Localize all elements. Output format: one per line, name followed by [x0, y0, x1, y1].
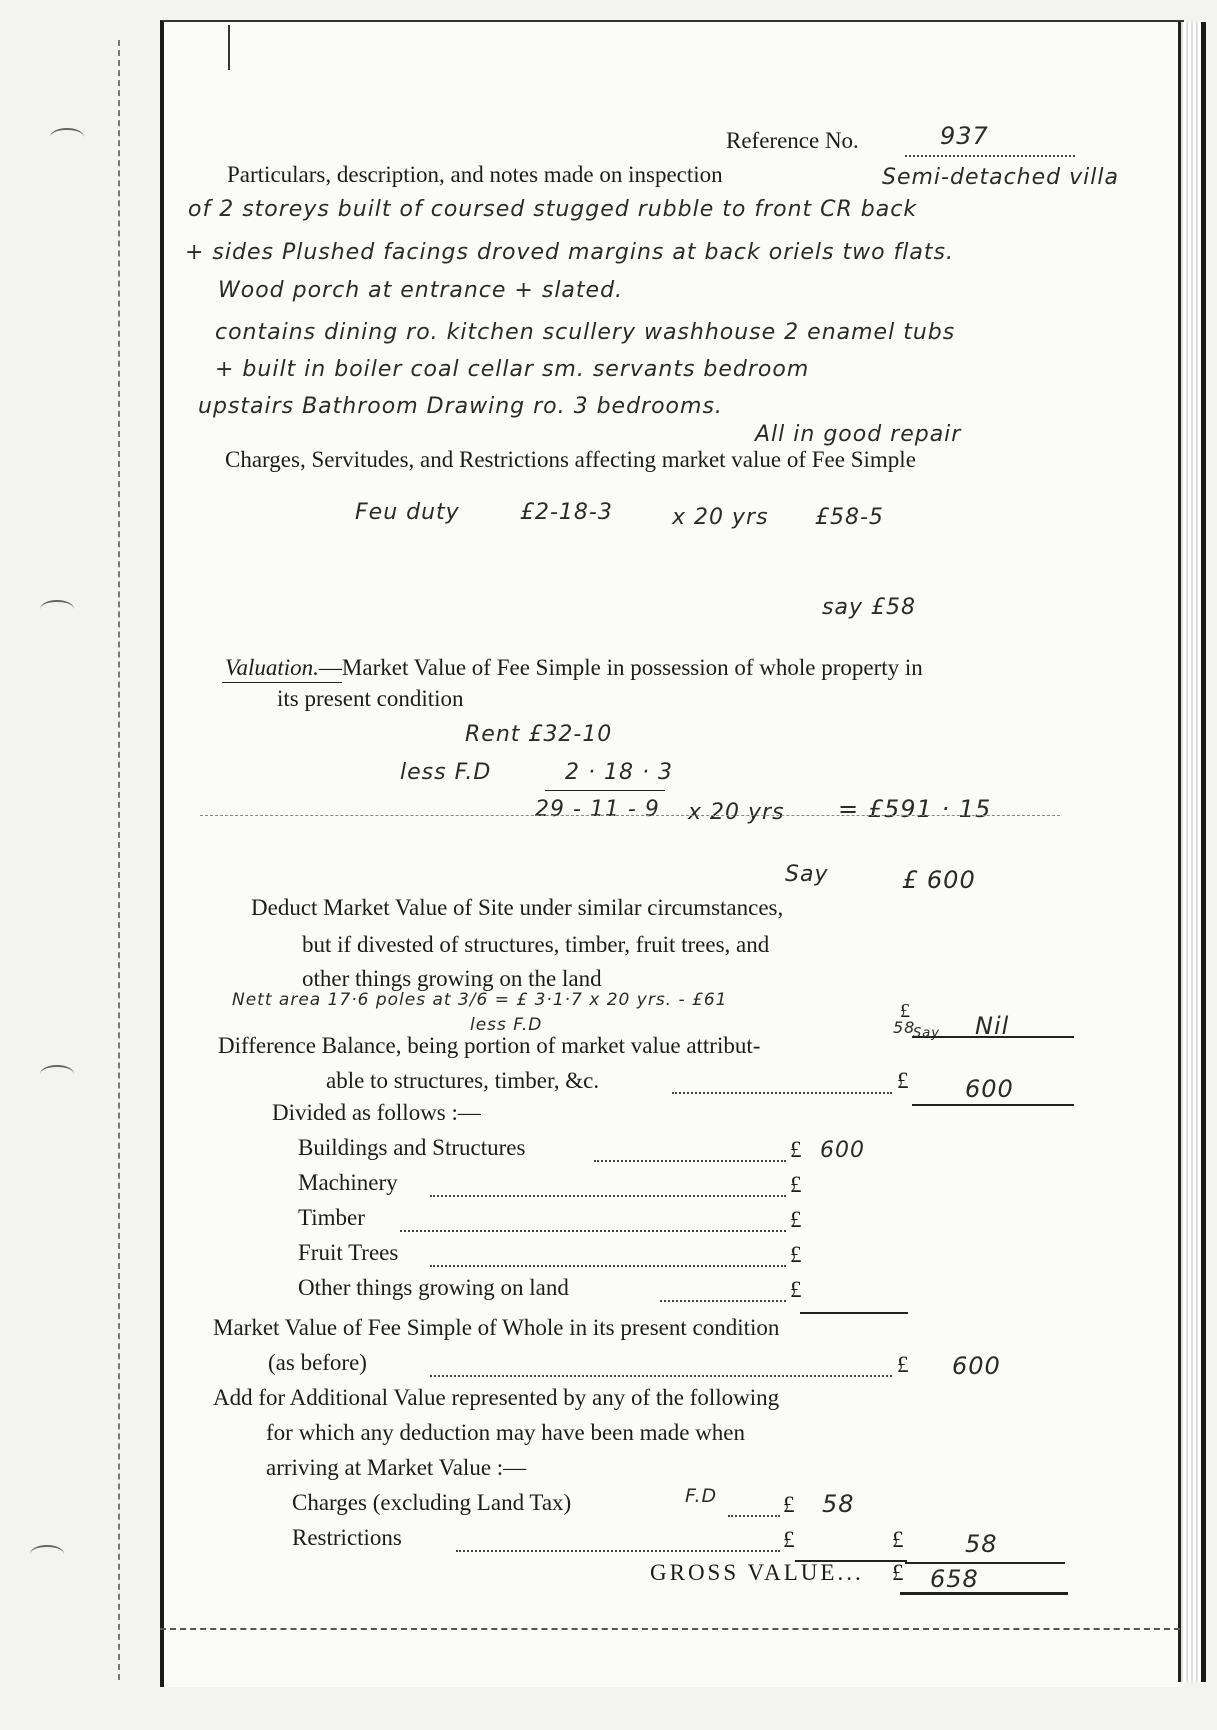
divided-item-dots [430, 1195, 786, 1197]
divided-item-value: 600 [820, 1138, 865, 1163]
divided-item-label: Buildings and Structures [298, 1135, 526, 1160]
market-whole-value: 600 [952, 1352, 1001, 1380]
reference-number: 937 [940, 122, 989, 150]
divided-item-currency: £ [790, 1207, 802, 1232]
deduct-line-3: other things growing on the land [302, 966, 602, 991]
additional-line-2: for which any deduction may have been made when [266, 1420, 745, 1445]
valuation-label-2: its present condition [277, 686, 464, 711]
deduct-line-1: Deduct Market Value of Site under similar circumstances, [251, 895, 784, 920]
binding-edge [118, 40, 140, 1680]
particulars-label: Particulars, description, and notes made on inspection [227, 162, 723, 187]
valuation-underline [222, 682, 342, 683]
divided-item-label: Timber [298, 1205, 365, 1230]
market-whole-line-1: Market Value of Fee Simple of Whole in its present condition [213, 1315, 780, 1340]
reference-dotted-line [905, 155, 1075, 157]
charges-say: say £58 [822, 595, 916, 620]
divided-label: Divided as follows :— [272, 1100, 481, 1125]
additional-charges-label: Charges (excluding Land Tax) [292, 1490, 572, 1515]
deduct-currency: £ [900, 1000, 910, 1022]
difference-value: 600 [965, 1075, 1014, 1103]
valuation-say: Say [785, 862, 829, 887]
divided-item-dots [660, 1300, 786, 1302]
additional-restrictions-dots [456, 1550, 780, 1552]
additional-line-1: Add for Additional Value represented by any of the following [213, 1385, 780, 1410]
valuation-sum-rule [545, 790, 665, 791]
market-whole-dots [430, 1375, 892, 1377]
valuation-years: x 20 yrs [688, 800, 785, 825]
additional-restrictions-label: Restrictions [292, 1525, 402, 1550]
divided-item-dots [400, 1230, 786, 1232]
deduct-note-say: Say [913, 1026, 940, 1041]
particulars-line-3: + sides Plushed facings droved margins at back oriels two flats. [185, 240, 954, 265]
binder-hole-mark [50, 128, 84, 146]
deduct-note-less: less F.D [470, 1015, 543, 1035]
deduct-value: Nil [975, 1012, 1010, 1040]
bottom-dashed-line [160, 1628, 1180, 1630]
charges-years: x 20 yrs [672, 505, 769, 530]
particulars-line-4: Wood porch at entrance + slated. [218, 278, 624, 303]
corner-mark [228, 25, 230, 70]
binder-hole-mark [40, 600, 74, 618]
additional-total-value: 58 [965, 1530, 998, 1558]
divided-item-currency: £ [790, 1137, 802, 1162]
gross-value: 658 [930, 1565, 979, 1593]
particulars-line-6: + built in boiler coal cellar sm. servants bedroom [215, 357, 810, 382]
divided-item-label: Other things growing on land [298, 1275, 569, 1300]
valuation-less: less F.D [400, 760, 492, 785]
difference-line-2: able to structures, timber, &c. [326, 1068, 600, 1093]
additional-charges-value: 58 [822, 1490, 855, 1518]
deduct-rule [912, 1036, 1074, 1038]
particulars-line-1: Semi-detached villa [882, 165, 1119, 190]
difference-rule [912, 1104, 1074, 1106]
valuation-less-value: 2 · 18 · 3 [565, 760, 673, 785]
additional-charges-dots [728, 1515, 780, 1517]
deduct-note: Nett area 17·6 poles at 3/6 = £ 3·1·7 x 20 yrs. - £61 [232, 990, 728, 1010]
divided-item-currency: £ [790, 1277, 802, 1302]
divided-item-label: Fruit Trees [298, 1240, 399, 1265]
market-whole-line-2: (as before) [268, 1350, 367, 1375]
divided-item-currency: £ [790, 1172, 802, 1197]
additional-charges-currency: £ [783, 1492, 795, 1517]
additional-line-3: arriving at Market Value :— [266, 1455, 527, 1480]
valuation-say-value: £ 600 [902, 866, 976, 894]
charges-feu-amount: £2-18-3 [520, 500, 613, 525]
charges-feu-duty: Feu duty [355, 500, 460, 525]
valuation-net: 29 - 11 - 9 [535, 797, 660, 822]
reference-label: Reference No. [726, 128, 859, 153]
page-stack-edge [1178, 22, 1206, 1682]
deduct-line-2: but if divested of structures, timber, fruit trees, and [302, 932, 770, 957]
particulars-line-8: All in good repair [755, 422, 962, 447]
particulars-line-7: upstairs Bathroom Drawing ro. 3 bedrooms. [198, 394, 723, 419]
additional-total-currency: £ [892, 1527, 904, 1552]
valuation-faint-dash [200, 815, 1060, 816]
particulars-line-2: of 2 storeys built of coursed stugged rubble to front CR back [188, 197, 918, 222]
valuation-heading-row [225, 655, 923, 681]
deduct-note-58: 58 [893, 1018, 916, 1037]
charges-total: £58-5 [815, 505, 884, 530]
divided-total-rule [800, 1312, 908, 1314]
divided-item-dots [594, 1160, 786, 1162]
binder-hole-mark [30, 1545, 64, 1563]
divided-item-label: Machinery [298, 1170, 398, 1195]
additional-restrictions-currency: £ [783, 1527, 795, 1552]
difference-line-1: Difference Balance, being portion of market value attribut- [218, 1033, 761, 1058]
additional-total-rule [905, 1562, 1065, 1564]
gross-label: GROSS VALUE... [650, 1560, 864, 1585]
valuation-result: = £591 · 15 [838, 795, 992, 823]
valuation-rent: Rent £32-10 [465, 722, 613, 747]
divided-item-currency: £ [790, 1242, 802, 1267]
additional-charges-note: F.D [685, 1485, 718, 1507]
difference-currency: £ [897, 1068, 909, 1093]
valuation-heading: Valuation. [225, 655, 319, 680]
divided-item-dots [430, 1265, 786, 1267]
particulars-line-5: contains dining ro. kitchen scullery washhouse 2 enamel tubs [215, 320, 956, 345]
valuation-label-1: —Market Value of Fee Simple in possession of whole property in [318, 655, 923, 680]
gross-double-rule [900, 1592, 1068, 1595]
binder-hole-mark [40, 1065, 74, 1083]
difference-dots [672, 1092, 892, 1094]
charges-label: Charges, Servitudes, and Restrictions affecting market value of Fee Simple [225, 447, 916, 472]
market-whole-currency: £ [897, 1352, 909, 1377]
gross-currency: £ [892, 1560, 904, 1585]
